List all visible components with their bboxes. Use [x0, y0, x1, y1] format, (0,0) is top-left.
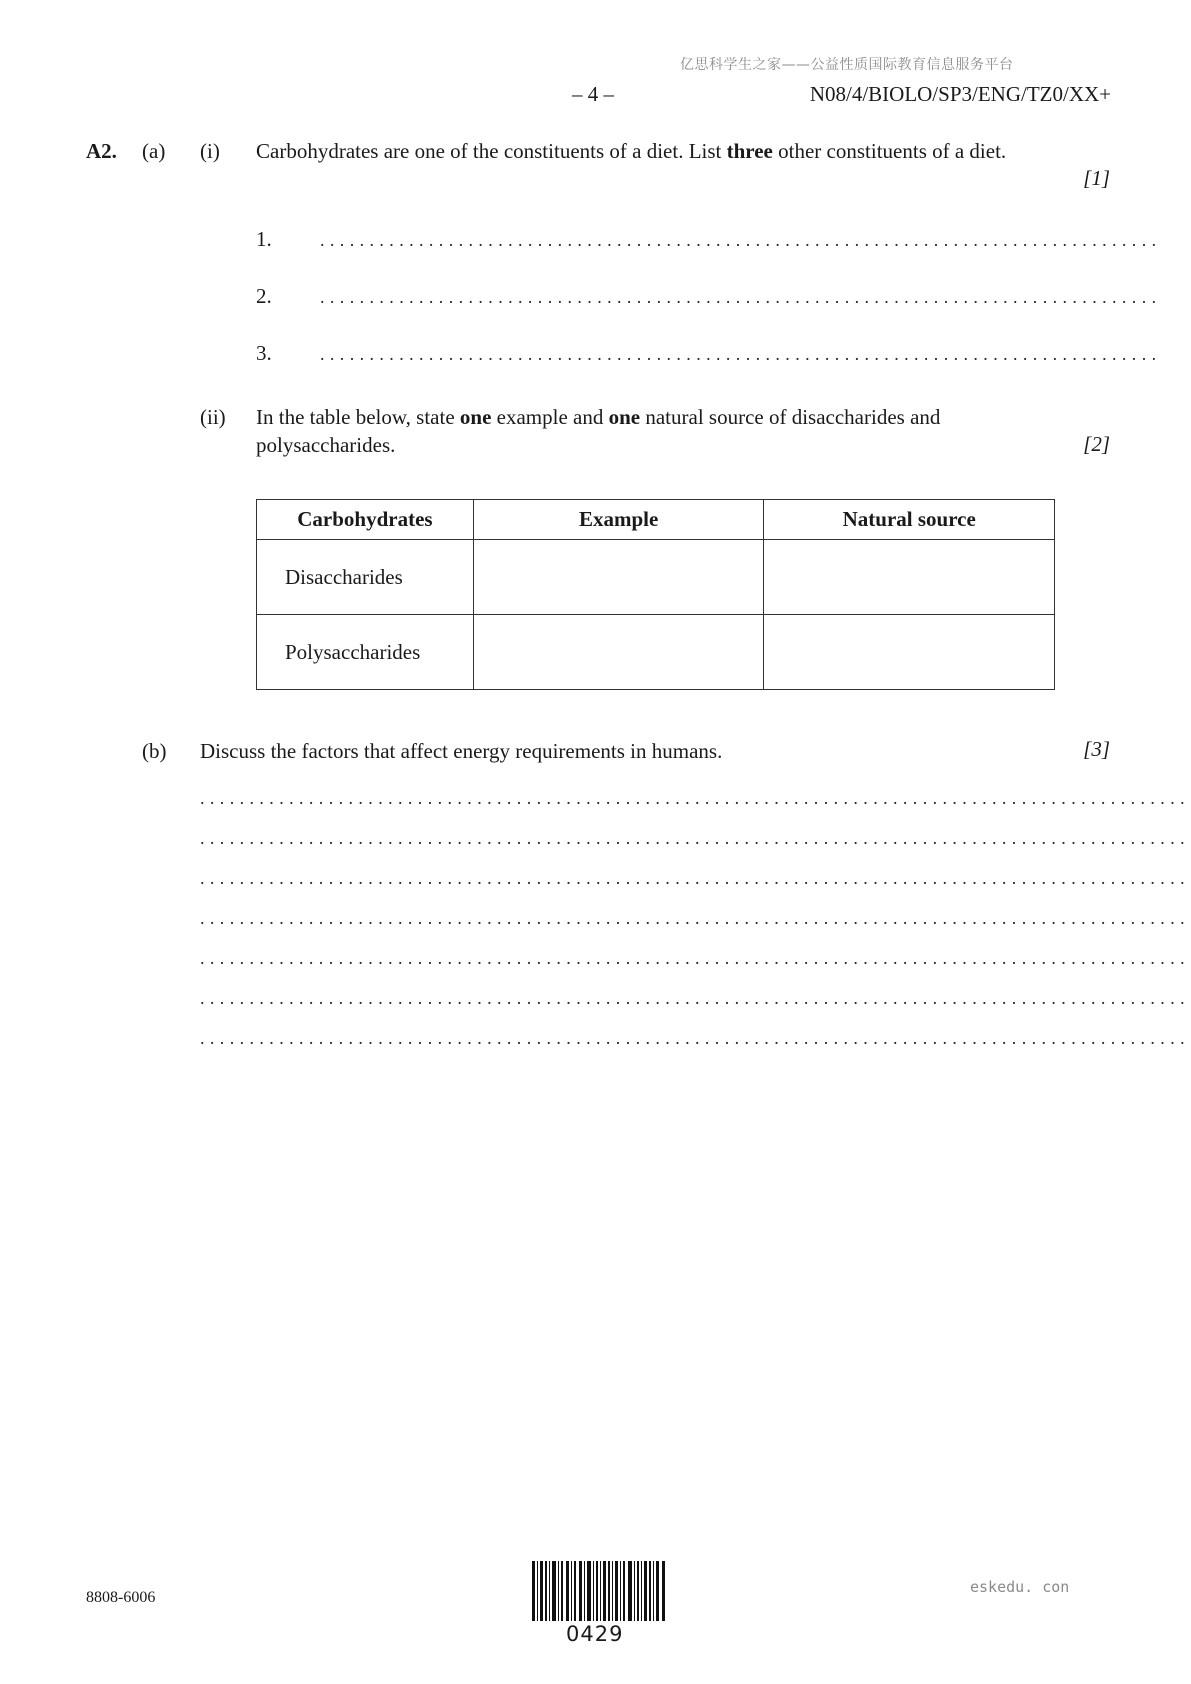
- answer-item-2-label: 2.: [256, 284, 272, 308]
- answer-line-b-6[interactable]: ....................................................................................................: [200, 988, 1190, 1008]
- answer-line-b-5[interactable]: ....................................................................................................: [200, 948, 1190, 968]
- sub-ii-text-3: natural source of disaccharides and polysaccharides.: [256, 405, 941, 457]
- sub-i-label: (i): [200, 139, 220, 163]
- answer-item-1-label: 1.: [256, 227, 272, 251]
- sub-ii-bold-1: one: [459, 405, 492, 429]
- question-number: A2.: [86, 139, 117, 163]
- answer-line-2[interactable]: .....................................................................................: [320, 287, 1162, 307]
- sub-ii-text-1: In the table below, state: [256, 405, 460, 429]
- answer-line-3[interactable]: .....................................................................................: [320, 344, 1162, 364]
- header-carbohydrates: Carbohydrates: [257, 500, 474, 540]
- sub-ii-question-text: [256, 403, 1056, 459]
- part-a-label: (a): [142, 139, 166, 163]
- sub-i-text-bold: three: [726, 139, 773, 163]
- answer-line-b-4[interactable]: ....................................................................................................: [200, 908, 1190, 928]
- sub-i-question-text: [256, 137, 1056, 165]
- part-b-marks: [3]: [1083, 737, 1110, 761]
- cell-polysaccharides-source[interactable]: [764, 615, 1055, 690]
- cell-disaccharides-example[interactable]: [473, 540, 764, 615]
- sub-ii-text-2: example and: [491, 405, 609, 429]
- carbohydrates-table: [256, 499, 1055, 690]
- part-b-label: (b): [142, 739, 167, 763]
- sub-i-text-post: other constituents of a diet.: [772, 139, 1007, 163]
- answer-line-b-7[interactable]: ....................................................................................................: [200, 1028, 1190, 1048]
- barcode-icon: [532, 1561, 666, 1621]
- header-natural-source: Natural source: [764, 500, 1055, 540]
- cell-polysaccharides-example[interactable]: [473, 615, 764, 690]
- sub-ii-label: (ii): [200, 405, 226, 429]
- sub-i-marks: [1]: [1083, 166, 1110, 190]
- barcode-number: 0429: [566, 1622, 624, 1646]
- watermark: 亿思科学生之家——公益性质国际教育信息服务平台: [680, 57, 1014, 73]
- answer-line-b-3[interactable]: ....................................................................................................: [200, 868, 1190, 888]
- page-number: – 4 –: [572, 82, 614, 106]
- document-id: 8808-6006: [86, 1589, 156, 1606]
- header-example: Example: [473, 500, 764, 540]
- site-watermark: eskedu. con: [970, 1578, 1070, 1596]
- sub-ii-bold-2: one: [608, 405, 641, 429]
- answer-item-3-label: 3.: [256, 341, 272, 365]
- answer-line-b-2[interactable]: ....................................................................................................: [200, 828, 1190, 848]
- sub-i-text-pre: Carbohydrates are one of the constituents of a diet. List: [256, 139, 727, 163]
- table-row: [257, 615, 1055, 690]
- answer-line-b-1[interactable]: ....................................................................................................: [200, 788, 1190, 808]
- table-row: [257, 540, 1055, 615]
- cell-disaccharides-source[interactable]: [764, 540, 1055, 615]
- part-b-question-text: Discuss the factors that affect energy requirements in humans.: [200, 739, 723, 763]
- row-label-polysaccharides: Polysaccharides: [257, 615, 474, 690]
- paper-code: N08/4/BIOLO/SP3/ENG/TZ0/XX+: [809, 82, 1111, 106]
- table-header-row: [257, 500, 1055, 540]
- sub-ii-marks: [2]: [1083, 432, 1110, 456]
- row-label-disaccharides: Disaccharides: [257, 540, 474, 615]
- answer-line-1[interactable]: .....................................................................................: [320, 230, 1162, 250]
